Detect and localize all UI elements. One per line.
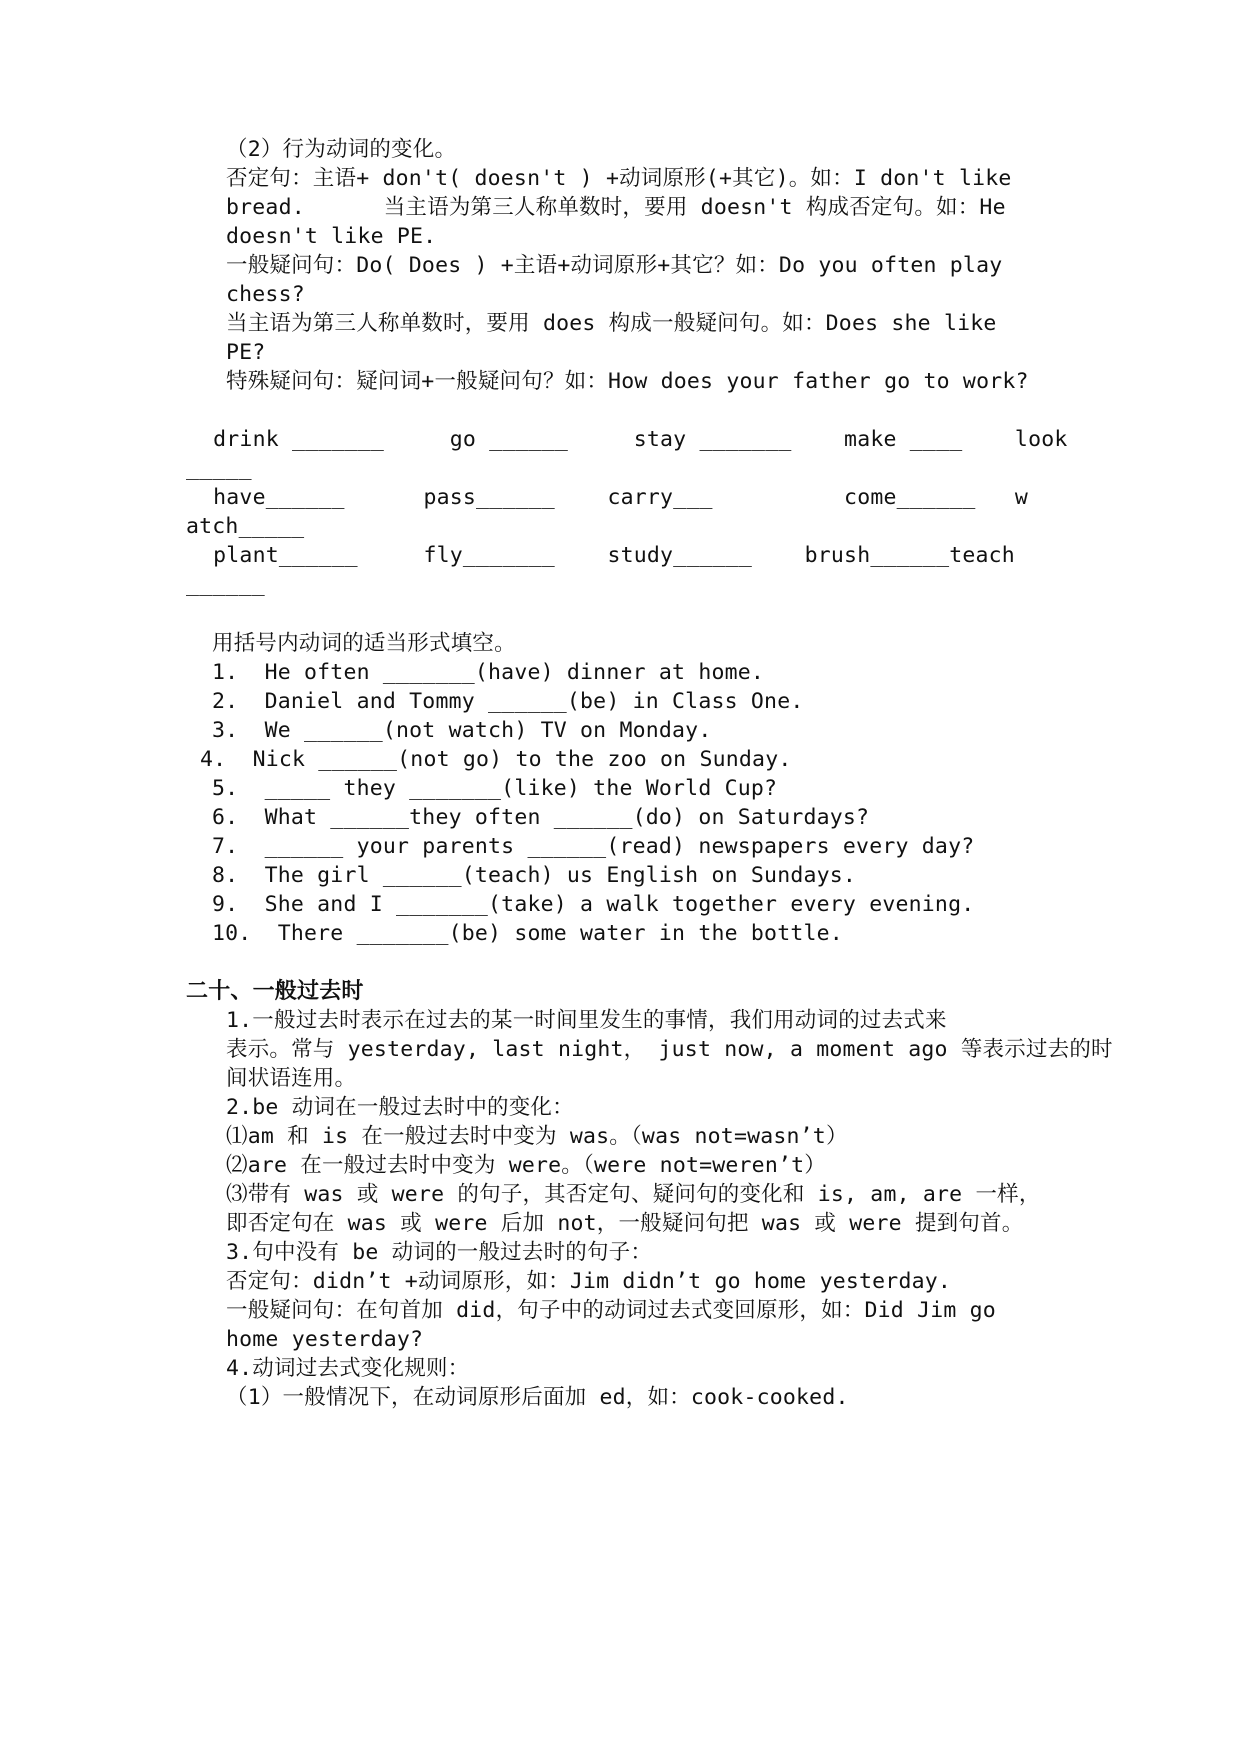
text-line: chess? — [226, 282, 305, 307]
text-line: home yesterday? — [226, 1327, 424, 1352]
text-line: 间状语连用。 — [226, 1066, 357, 1091]
verb-row-wrap: ______ — [186, 572, 265, 597]
text-line: 4.动词过去式变化规则： — [226, 1356, 470, 1381]
exercise-item: 5. _____ they _______(like) the World Cup? — [212, 776, 778, 801]
exercise-item: 2. Daniel and Tommy ______(be) in Class One. — [212, 689, 804, 714]
text-line: 表示。常与 yesterday, last night， just now, a moment ago 等表示过去的时 — [226, 1037, 1113, 1062]
subheading-verb-changes: （2）行为动词的变化。 — [226, 137, 457, 162]
verb-row-wrap: _____ — [186, 456, 252, 481]
section-heading-simple-past: 二十、一般过去时 — [186, 979, 364, 1004]
verb-row-wrap: atch_____ — [186, 514, 305, 539]
exercise-item: 1. He often _______(have) dinner at home. — [212, 660, 765, 685]
verb-row: plant______ fly_______ study______ brush______teach — [200, 543, 1015, 568]
text-line: 否定句：主语+ don't( doesn't ) +动词原形(+其它)。如：I don't like — [226, 166, 1012, 191]
text-line: 一般疑问句：Do( Does ) +主语+动词原形+其它？如：Do you often play — [226, 253, 1003, 278]
text-line: PE? — [226, 340, 266, 365]
exercise-title: 用括号内动词的适当形式填空。 — [212, 631, 516, 656]
text-line: 否定句：didn’t +动词原形，如：Jim didn’t go home yesterday. — [226, 1269, 952, 1294]
exercise-item: 8. The girl ______(teach) us English on Sundays. — [212, 863, 857, 888]
text-line: doesn't like PE. — [226, 224, 437, 249]
exercise-item: 9. She and I _______(take) a walk together every evening. — [212, 892, 975, 917]
text-line: 3.句中没有 be 动词的一般过去时的句子： — [226, 1240, 653, 1265]
text-line: 特殊疑问句：疑问词+一般疑问句？如：How does your father go to work? — [226, 369, 1029, 394]
text-line: ⑶带有 was 或 were 的句子，其否定句、疑问句的变化和 is, am, are 一样， — [226, 1182, 1041, 1207]
exercise-item: 3. We ______(not watch) TV on Monday. — [212, 718, 712, 743]
text-line: ⑵are 在一般过去时中变为 were。（were not=weren’t） — [226, 1153, 826, 1178]
text-line: 即否定句在 was 或 were 后加 not，一般疑问句把 was 或 were 提到句首。 — [226, 1211, 1024, 1236]
text-line: 当主语为第三人称单数时，要用 does 构成一般疑问句。如：Does she like — [226, 311, 997, 336]
text-line: 一般疑问句：在句首加 did，句子中的动词过去式变回原形，如：Did Jim go — [226, 1298, 996, 1323]
exercise-item: 7. ______ your parents ______(read) newspapers every day? — [212, 834, 975, 859]
exercise-item: 6. What ______they often ______(do) on Saturdays? — [212, 805, 870, 830]
verb-row: have______ pass______ carry___ come______ w — [200, 485, 1029, 510]
text-line: 2.be 动词在一般过去时中的变化： — [226, 1095, 574, 1120]
text-line: ⑴am 和 is 在一般过去时中变为 was。（was not=wasn’t） — [226, 1124, 848, 1149]
exercise-item: 10. There _______(be) some water in the bottle. — [212, 921, 843, 946]
text-line: （1）一般情况下，在动词原形后面加 ed，如：cook-cooked. — [226, 1385, 849, 1410]
verb-row: drink _______ go ______ stay _______ make ____ look — [200, 427, 1068, 452]
text-line: bread. 当主语为第三人称单数时，要用 doesn't 构成否定句。如：He — [226, 195, 1006, 220]
text-line: 1.一般过去时表示在过去的某一时间里发生的事情，我们用动词的过去式来 — [226, 1008, 947, 1033]
exercise-item: 4. Nick ______(not go) to the zoo on Sunday. — [200, 747, 792, 772]
